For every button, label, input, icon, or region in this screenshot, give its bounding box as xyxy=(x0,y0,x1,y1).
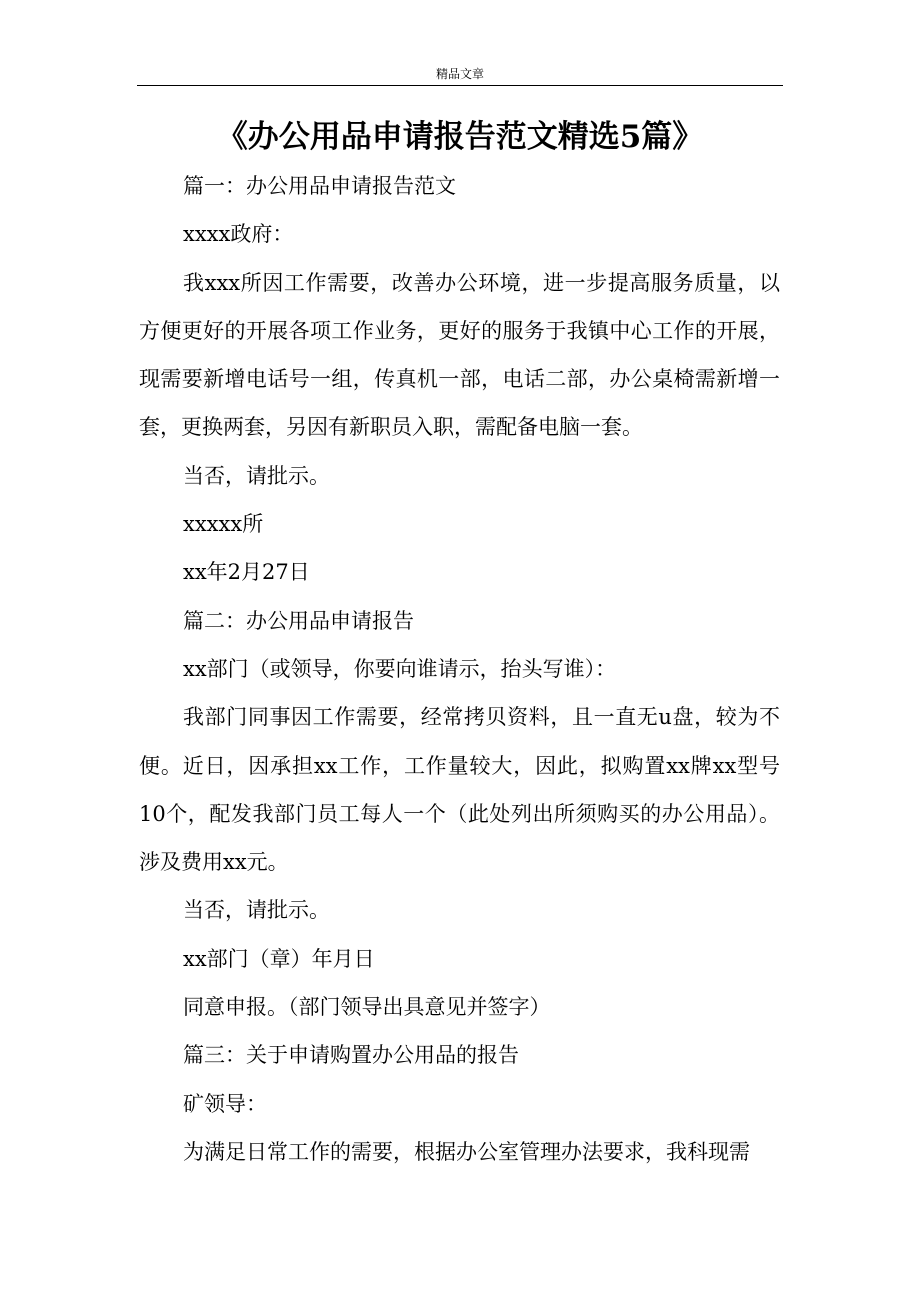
body-paragraph: 为满足日常工作的需要，根据办公室管理办法要求，我科现需 xyxy=(183,1139,750,1164)
header-divider xyxy=(137,85,783,86)
section-heading-2: 篇二：办公用品申请报告 xyxy=(183,608,414,633)
page-header-label: 精品文章 xyxy=(435,67,484,81)
approval-note: 同意申报。（部门领导出具意见并签字） xyxy=(183,995,551,1020)
body-paragraph: 我xxx所因工作需要，改善办公环境，进一步提高服务质量，以方便更好的开展各项工作业务，更好的服务于我镇中心工作的开展，现需要新增电话号一组，传真机一部，电话二部，办公桌椅需新增一套，更换两套，另因有新职员入职，需配备电脑一套。 xyxy=(139,270,780,440)
salutation: xx部门（或领导，你要向谁请示，抬头写谁）： xyxy=(183,656,617,681)
document-title: 《办公用品申请报告范文精选5篇》 xyxy=(216,119,704,155)
salutation: 矿领导： xyxy=(183,1091,267,1116)
document-body xyxy=(139,162,780,1176)
date-line: xx年2月27日 xyxy=(183,560,310,585)
closing-request: 当否，请批示。 xyxy=(183,463,330,488)
section-heading-3: 篇三：关于申请购置办公用品的报告 xyxy=(183,1043,519,1068)
body-paragraph: 我部门同事因工作需要，经常拷贝资料，且一直无u盘，较为不便。近日，因承担xx工作，工作量较大，因此，拟购置xx牌xx型号10个，配发我部门员工每人一个（此处列出所须购买的办公用品）。涉及费用xx元。 xyxy=(139,705,780,875)
signature: xxxxx所 xyxy=(183,512,264,537)
signature-date-line: xx部门（章）年月日 xyxy=(183,946,375,971)
salutation: xxxx政府： xyxy=(183,222,294,247)
closing-request: 当否，请批示。 xyxy=(183,898,330,923)
section-heading-1: 篇一：办公用品申请报告范文 xyxy=(183,174,456,198)
